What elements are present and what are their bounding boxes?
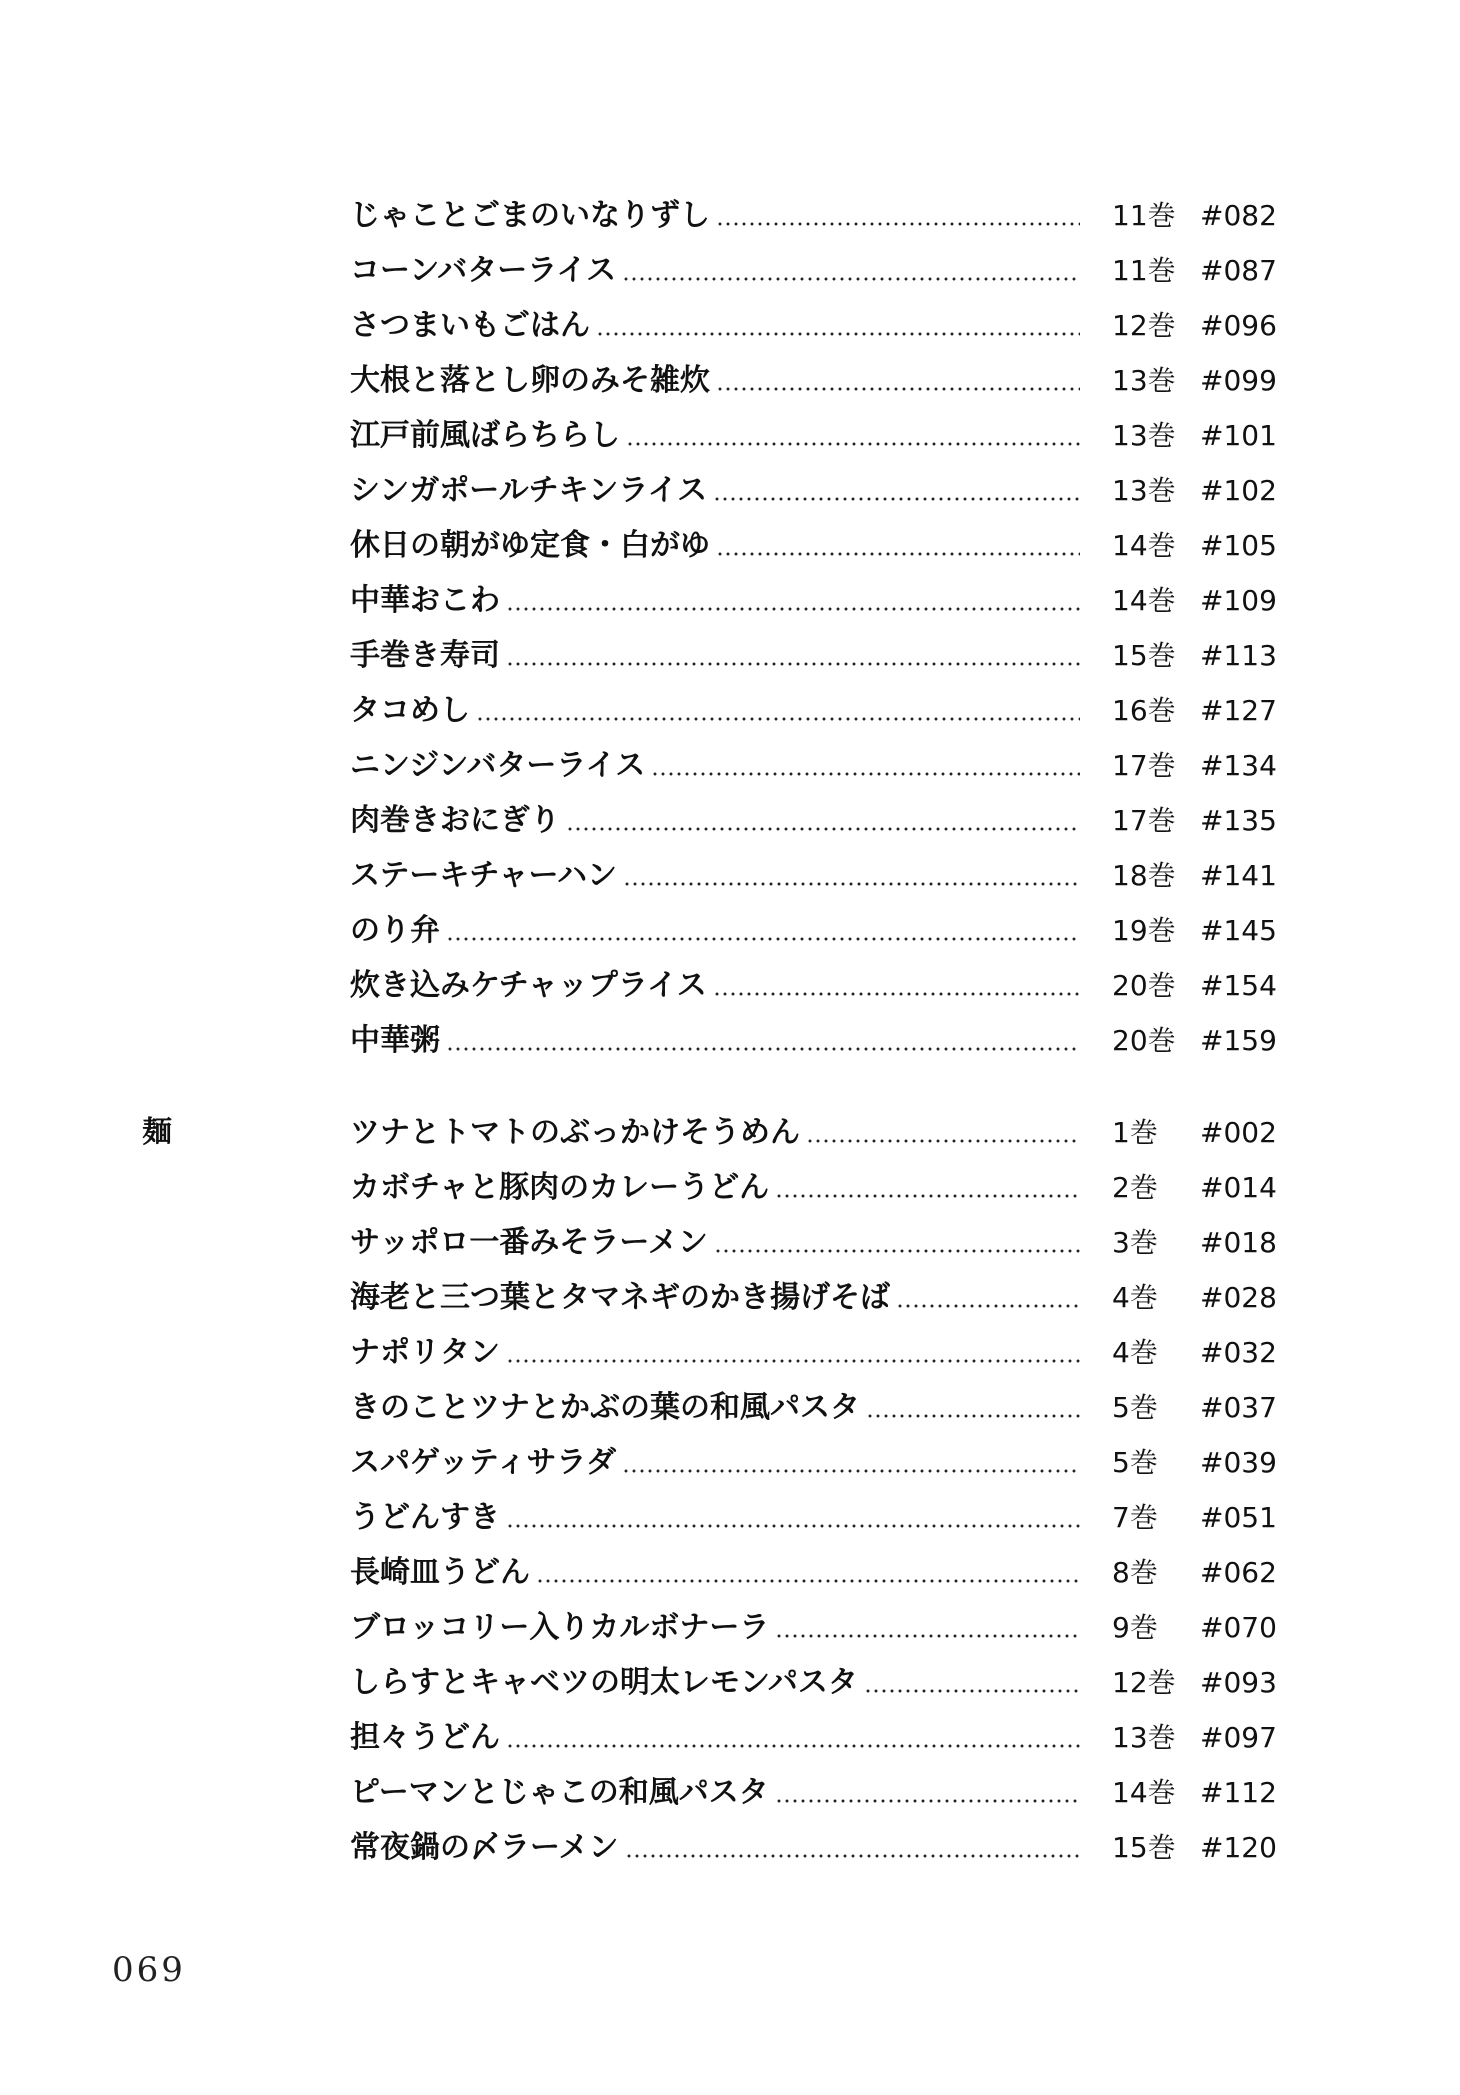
volume-label: 12巻 <box>1112 309 1176 342</box>
episode-number: #105 <box>1200 529 1277 562</box>
episode-number: #109 <box>1200 584 1277 617</box>
dot-leader <box>714 1223 1080 1263</box>
episode-number: #141 <box>1200 859 1277 892</box>
dot-leader <box>713 966 1080 1006</box>
dot-leader <box>623 856 1080 896</box>
volume-label: 4巻 <box>1112 1336 1158 1369</box>
episode-number: #099 <box>1200 364 1277 397</box>
index-entry <box>350 1828 1290 1868</box>
volume-label: 15巻 <box>1112 1831 1176 1864</box>
episode-number: #002 <box>1200 1116 1277 1149</box>
volume-label: 20巻 <box>1112 969 1176 1002</box>
recipe-name: 長崎皿うどん <box>350 1555 530 1590</box>
dot-leader <box>896 1278 1080 1318</box>
episode-number: #120 <box>1200 1831 1277 1864</box>
dot-leader <box>476 691 1080 731</box>
dot-leader <box>622 1443 1080 1483</box>
episode-number: #032 <box>1200 1336 1277 1369</box>
volume-label: 15巻 <box>1112 639 1176 672</box>
dot-leader <box>622 251 1080 291</box>
recipe-name: 中華おこわ <box>350 583 500 618</box>
volume-label: 4巻 <box>1112 1281 1158 1314</box>
episode-number: #101 <box>1200 419 1277 452</box>
episode-number: #039 <box>1200 1446 1277 1479</box>
index-entry <box>350 581 1290 621</box>
episode-number: #014 <box>1200 1171 1277 1204</box>
volume-label: 1巻 <box>1112 1116 1158 1149</box>
volume-label: 13巻 <box>1112 419 1176 452</box>
episode-number: #051 <box>1200 1501 1277 1534</box>
dot-leader <box>806 1113 1080 1153</box>
recipe-name: ナポリタン <box>350 1335 500 1370</box>
episode-number: #134 <box>1200 749 1277 782</box>
episode-number: #037 <box>1200 1391 1277 1424</box>
index-entry <box>350 1113 1290 1153</box>
recipe-name: きのことツナとかぶの葉の和風パスタ <box>350 1390 860 1425</box>
episode-number: #113 <box>1200 639 1277 672</box>
recipe-name: サッポロ一番みそラーメン <box>350 1225 708 1260</box>
episode-number: #154 <box>1200 969 1277 1002</box>
episode-number: #135 <box>1200 804 1277 837</box>
recipe-name: シンガポールチキンライス <box>350 473 708 508</box>
volume-label: 3巻 <box>1112 1226 1158 1259</box>
episode-number: #145 <box>1200 914 1277 947</box>
dot-leader <box>775 1168 1080 1208</box>
episode-number: #102 <box>1200 474 1277 507</box>
index-entry <box>350 1278 1290 1318</box>
index-entry <box>350 1608 1290 1648</box>
index-entry <box>350 1021 1290 1061</box>
volume-label: 16巻 <box>1112 694 1176 727</box>
dot-leader <box>596 306 1080 346</box>
episode-number: #112 <box>1200 1776 1277 1809</box>
recipe-name: 手巻き寿司 <box>350 638 500 673</box>
index-entry <box>350 416 1290 456</box>
episode-number: #127 <box>1200 694 1277 727</box>
recipe-name: カボチャと豚肉のカレーうどん <box>350 1170 770 1205</box>
recipe-name: ピーマンとじゃこの和風パスタ <box>350 1775 769 1810</box>
recipe-name: 担々うどん <box>350 1720 500 1755</box>
recipe-name: のり弁 <box>350 913 440 948</box>
page-number: 069 <box>112 1950 186 1990</box>
index-entry <box>350 306 1290 346</box>
volume-label: 9巻 <box>1112 1611 1158 1644</box>
recipe-name: 休日の朝がゆ定食・白がゆ <box>350 528 710 563</box>
index-entry <box>350 1663 1290 1703</box>
index-entry <box>350 1498 1290 1538</box>
recipe-name: スパゲッティサラダ <box>350 1445 617 1480</box>
episode-number: #096 <box>1200 309 1277 342</box>
volume-label: 14巻 <box>1112 529 1176 562</box>
recipe-name: じゃことごまのいなりずし <box>350 198 710 233</box>
index-entry <box>350 1223 1290 1263</box>
volume-label: 2巻 <box>1112 1171 1158 1204</box>
volume-label: 8巻 <box>1112 1556 1158 1589</box>
category-heading: 麺 <box>142 1115 172 1150</box>
index-entry <box>350 1553 1290 1593</box>
volume-label: 12巻 <box>1112 1666 1176 1699</box>
index-entry <box>350 746 1290 786</box>
episode-number: #018 <box>1200 1226 1277 1259</box>
episode-number: #087 <box>1200 254 1277 287</box>
episode-number: #028 <box>1200 1281 1277 1314</box>
index-entry <box>350 801 1290 841</box>
dot-leader <box>506 1498 1080 1538</box>
dot-leader <box>864 1663 1080 1703</box>
recipe-name: うどんすき <box>350 1500 500 1535</box>
episode-number: #062 <box>1200 1556 1277 1589</box>
index-entry <box>350 1443 1290 1483</box>
dot-leader <box>651 746 1080 786</box>
index-entry <box>350 856 1290 896</box>
recipe-name: ブロッコリー入りカルボナーラ <box>350 1610 770 1645</box>
dot-leader <box>506 1333 1080 1373</box>
dot-leader <box>566 801 1080 841</box>
index-entry <box>350 966 1290 1006</box>
dot-leader <box>506 1718 1080 1758</box>
volume-label: 14巻 <box>1112 1776 1176 1809</box>
volume-label: 5巻 <box>1112 1446 1158 1479</box>
dot-leader <box>626 416 1080 456</box>
recipe-name: 江戸前風ばらちらし <box>350 418 620 453</box>
volume-label: 19巻 <box>1112 914 1176 947</box>
index-entry <box>350 1388 1290 1428</box>
volume-label: 17巻 <box>1112 749 1176 782</box>
volume-label: 11巻 <box>1112 254 1176 287</box>
dot-leader <box>866 1388 1080 1428</box>
recipe-name: 炊き込みケチャップライス <box>350 968 707 1003</box>
recipe-name: 中華粥 <box>350 1023 440 1058</box>
index-entry <box>350 526 1290 566</box>
volume-label: 18巻 <box>1112 859 1176 892</box>
recipe-name: 肉巻きおにぎり <box>350 803 560 838</box>
recipe-name: さつまいもごはん <box>350 308 590 343</box>
dot-leader <box>716 526 1080 566</box>
index-entry <box>350 1718 1290 1758</box>
recipe-name: 海老と三つ葉とタマネギのかき揚げそば <box>350 1280 890 1315</box>
index-entry <box>350 1168 1290 1208</box>
volume-label: 20巻 <box>1112 1024 1176 1057</box>
index-entry <box>350 1333 1290 1373</box>
dot-leader <box>536 1553 1080 1593</box>
episode-number: #093 <box>1200 1666 1277 1699</box>
volume-label: 13巻 <box>1112 364 1176 397</box>
volume-label: 14巻 <box>1112 584 1176 617</box>
index-entry <box>350 911 1290 951</box>
volume-label: 7巻 <box>1112 1501 1158 1534</box>
volume-label: 13巻 <box>1112 474 1176 507</box>
recipe-name: 常夜鍋の〆ラーメン <box>350 1830 619 1865</box>
episode-number: #159 <box>1200 1024 1277 1057</box>
index-entry <box>350 196 1290 236</box>
dot-leader <box>446 1021 1080 1061</box>
dot-leader <box>506 636 1080 676</box>
dot-leader <box>713 471 1080 511</box>
dot-leader <box>716 361 1080 401</box>
volume-label: 5巻 <box>1112 1391 1158 1424</box>
index-entry <box>350 691 1290 731</box>
recipe-name: ステーキチャーハン <box>350 858 617 893</box>
index-entry <box>350 361 1290 401</box>
volume-label: 13巻 <box>1112 1721 1176 1754</box>
dot-leader <box>775 1773 1080 1813</box>
index-entry <box>350 471 1290 511</box>
dot-leader <box>625 1828 1081 1868</box>
recipe-name: タコめし <box>350 693 470 728</box>
volume-label: 11巻 <box>1112 199 1176 232</box>
episode-number: #097 <box>1200 1721 1277 1754</box>
recipe-name: ツナとトマトのぶっかけそうめん <box>350 1115 800 1150</box>
recipe-name: コーンバターライス <box>350 253 617 288</box>
dot-leader <box>775 1608 1080 1648</box>
episode-number: #070 <box>1200 1611 1277 1644</box>
index-entry <box>350 636 1290 676</box>
recipe-name: ニンジンバターライス <box>350 748 646 783</box>
dot-leader <box>716 196 1080 236</box>
episode-number: #082 <box>1200 199 1277 232</box>
recipe-name: しらすとキャベツの明太レモンパスタ <box>350 1665 858 1700</box>
recipe-name: 大根と落とし卵のみそ雑炊 <box>350 363 710 398</box>
dot-leader <box>506 581 1080 621</box>
volume-label: 17巻 <box>1112 804 1176 837</box>
index-entry <box>350 1773 1290 1813</box>
dot-leader <box>446 911 1080 951</box>
index-entry <box>350 251 1290 291</box>
